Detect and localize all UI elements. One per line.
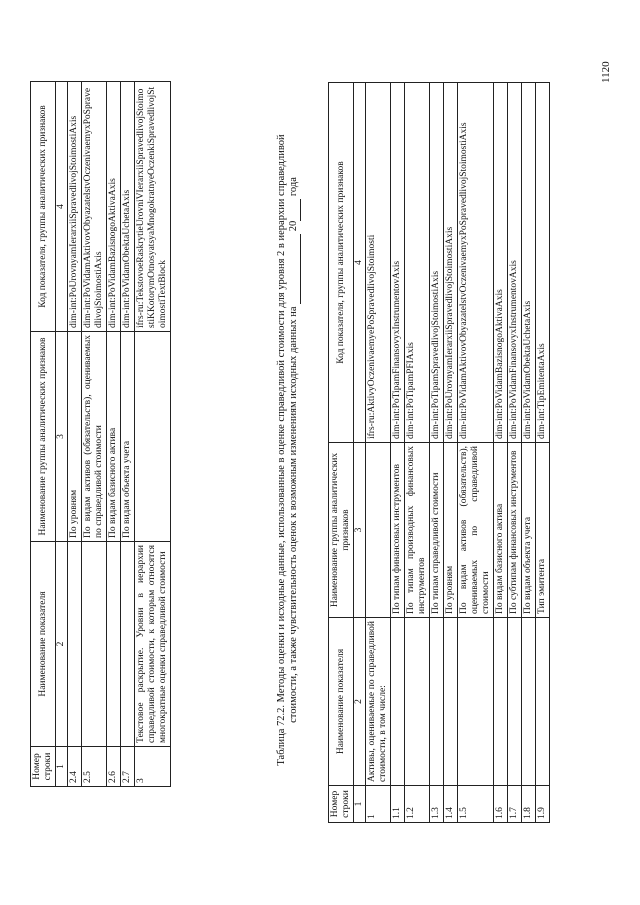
table-row (508, 83, 522, 823)
column-number-row (56, 82, 68, 787)
caption-line-1: Таблица 72.2. Методы оценки и исходные данные, использованные в оценке справедливой стоимости для уровня 2 в иерархии справедливой (276, 134, 287, 766)
code-cell: dim-int:PoVidamFinansovyxInstrumentovAxis (508, 83, 522, 443)
table-row (430, 83, 444, 823)
column-number: 2 (354, 618, 366, 786)
indicator-name-cell (536, 618, 550, 786)
table-72-2 (328, 82, 550, 823)
table-row (68, 82, 82, 787)
attribute-group-cell: По типам производных финансовых инструментов (405, 443, 430, 618)
table-row (494, 83, 508, 823)
attribute-group-cell (135, 332, 171, 542)
row-number-cell: 2.7 (121, 747, 135, 787)
code-cell: dim-int:PoTipamPFIAxis (405, 83, 430, 443)
table-row (536, 83, 550, 823)
indicator-name-cell (494, 618, 508, 786)
header-indicator-name: Наименование показателя (329, 618, 354, 786)
year-blank (288, 199, 301, 221)
caption-year-word: года (288, 177, 299, 197)
code-cell: dim-int:TipEmitentaAxis (536, 83, 550, 443)
column-number: 1 (56, 747, 68, 787)
indicator-name-cell (405, 618, 430, 786)
table-row (458, 83, 494, 823)
attribute-group-cell: По видам объекта учета (522, 443, 536, 618)
code-cell: dim-int:PoVidamBazisnogoAktivaAxis (107, 82, 121, 332)
indicator-name-cell: Текстовое раскрытие. Уровни в иерархии справедливой стоимости, к которым относятся многократные оценки справедливой стоимости (135, 542, 171, 747)
table-row (405, 83, 430, 823)
code-cell: ifrs-ru:TekstovoeRaskrytieUrovniVIerarxiiSpravedlivojStoimostiKKotorymOtnosyatsyaMnogokratnyeOczenkiSpravedlivojStoimostiTextBlock (135, 82, 171, 332)
table-row (107, 82, 121, 787)
row-number-cell: 1.3 (430, 786, 444, 823)
indicator-name-cell: Активы, оцениваемые по справедливой стоимости, в том числе: (366, 618, 391, 786)
attribute-group-cell: Тип эмитента (536, 443, 550, 618)
table-row (82, 82, 107, 787)
attribute-group-cell: По видам объекта учета (121, 332, 135, 542)
column-number: 2 (56, 542, 68, 747)
column-number: 1 (354, 786, 366, 823)
table-header-row (31, 82, 56, 787)
code-cell: dim-int:PoVidamBazisnogoAktivaAxis (494, 83, 508, 443)
row-number-cell: 1.4 (444, 786, 458, 823)
header-row-number: Номер строки (31, 747, 56, 787)
indicator-name-cell (68, 542, 82, 747)
caption-line-2 (288, 79, 301, 821)
header-row-number: Номер строки (329, 786, 354, 823)
table-row (135, 82, 171, 787)
column-number: 3 (56, 332, 68, 542)
column-number: 4 (56, 82, 68, 332)
header-indicator-name: Наименование показателя (31, 542, 56, 747)
row-number-cell: 1 (366, 786, 391, 823)
attribute-group-cell: По уровням (444, 443, 458, 618)
header-code: Код показателя, группы аналитических признаков (329, 83, 354, 443)
code-cell: dim-int:PoUrovnyamIerarxiiSpravedlivojStoimostiAxis (444, 83, 458, 443)
indicator-name-cell (82, 542, 107, 747)
table-row (444, 83, 458, 823)
column-number: 4 (354, 83, 366, 443)
code-cell: dim-int:PoTipamSpravedlivojStoimostiAxis (430, 83, 444, 443)
table-row (522, 83, 536, 823)
code-cell: dim-int:PoVidamAktivovObyazatelstvOczenivaemyxPoSpravedlivojStoimostiAxis (82, 82, 107, 332)
table-caption (276, 79, 301, 821)
row-number-cell: 2.5 (82, 747, 107, 787)
page-number: 1120 (600, 61, 612, 83)
attribute-group-cell: По видам активов (обязательств), оцениваемых по справедливой стоимости (458, 443, 494, 618)
table-row (121, 82, 135, 787)
indicator-name-cell (458, 618, 494, 786)
indicator-name-cell (508, 618, 522, 786)
row-number-cell: 1.8 (522, 786, 536, 823)
indicator-name-cell (121, 542, 135, 747)
indicator-name-cell (107, 542, 121, 747)
row-number-cell: 1.5 (458, 786, 494, 823)
table-fair-value-levels-continued (30, 81, 171, 787)
column-number-row (354, 83, 366, 823)
code-cell: dim-int:PoVidamAktivovObyazatelstvOczenivaemyxPoSpravedlivojStoimostiAxis (458, 83, 494, 443)
row-number-cell: 1.1 (391, 786, 405, 823)
row-number-cell: 3 (135, 747, 171, 787)
caption-line-2-text: стоимости, а также чувствительность оценок к возможным изменениям исходных данных на (288, 306, 299, 723)
indicator-name-cell (522, 618, 536, 786)
code-cell: dim-int:PoVidamObektaUchetaAxis (121, 82, 135, 332)
header-attribute-group: Наименование группы аналитических признаков (31, 332, 56, 542)
table-row (366, 83, 391, 823)
header-code: Код показателя, группы аналитических признаков (31, 82, 56, 332)
row-number-cell: 1.7 (508, 786, 522, 823)
attribute-group-cell: По типам финансовых инструментов (391, 443, 405, 618)
header-attribute-group: Наименование группы аналитических признаков (329, 443, 354, 618)
row-number-cell: 2.4 (68, 747, 82, 787)
attribute-group-cell: По субтипам финансовых инструментов (508, 443, 522, 618)
table-row (391, 83, 405, 823)
row-number-cell: 2.6 (107, 747, 121, 787)
code-cell: dim-int:PoTipamFinansovyxInstrumentovAxis (391, 83, 405, 443)
row-number-cell: 1.9 (536, 786, 550, 823)
caption-year-prefix: 20 (288, 220, 299, 232)
indicator-name-cell (444, 618, 458, 786)
indicator-name-cell (391, 618, 405, 786)
attribute-group-cell (366, 443, 391, 618)
row-number-cell: 1.2 (405, 786, 430, 823)
indicator-name-cell (430, 618, 444, 786)
attribute-group-cell: По видам активов (обязательств), оцениваемых по справедливой стоимости (82, 332, 107, 542)
table-header-row (329, 83, 354, 823)
date-blank (288, 234, 301, 304)
attribute-group-cell: По видам базисного актива (494, 443, 508, 618)
column-number: 3 (354, 443, 366, 618)
attribute-group-cell: По типам справедливой стоимости (430, 443, 444, 618)
code-cell: ifrs-ru:AktivyOczenivaemyePoSpravedlivojStoimosti (366, 83, 391, 443)
attribute-group-cell: По уровням (68, 332, 82, 542)
row-number-cell: 1.6 (494, 786, 508, 823)
attribute-group-cell: По видам базисного актива (107, 332, 121, 542)
code-cell: dim-int:PoVidamObektaUchetaAxis (522, 83, 536, 443)
code-cell: dim-int:PoUrovnyamIerarxiiSpravedlivojStoimostiAxis (68, 82, 82, 332)
